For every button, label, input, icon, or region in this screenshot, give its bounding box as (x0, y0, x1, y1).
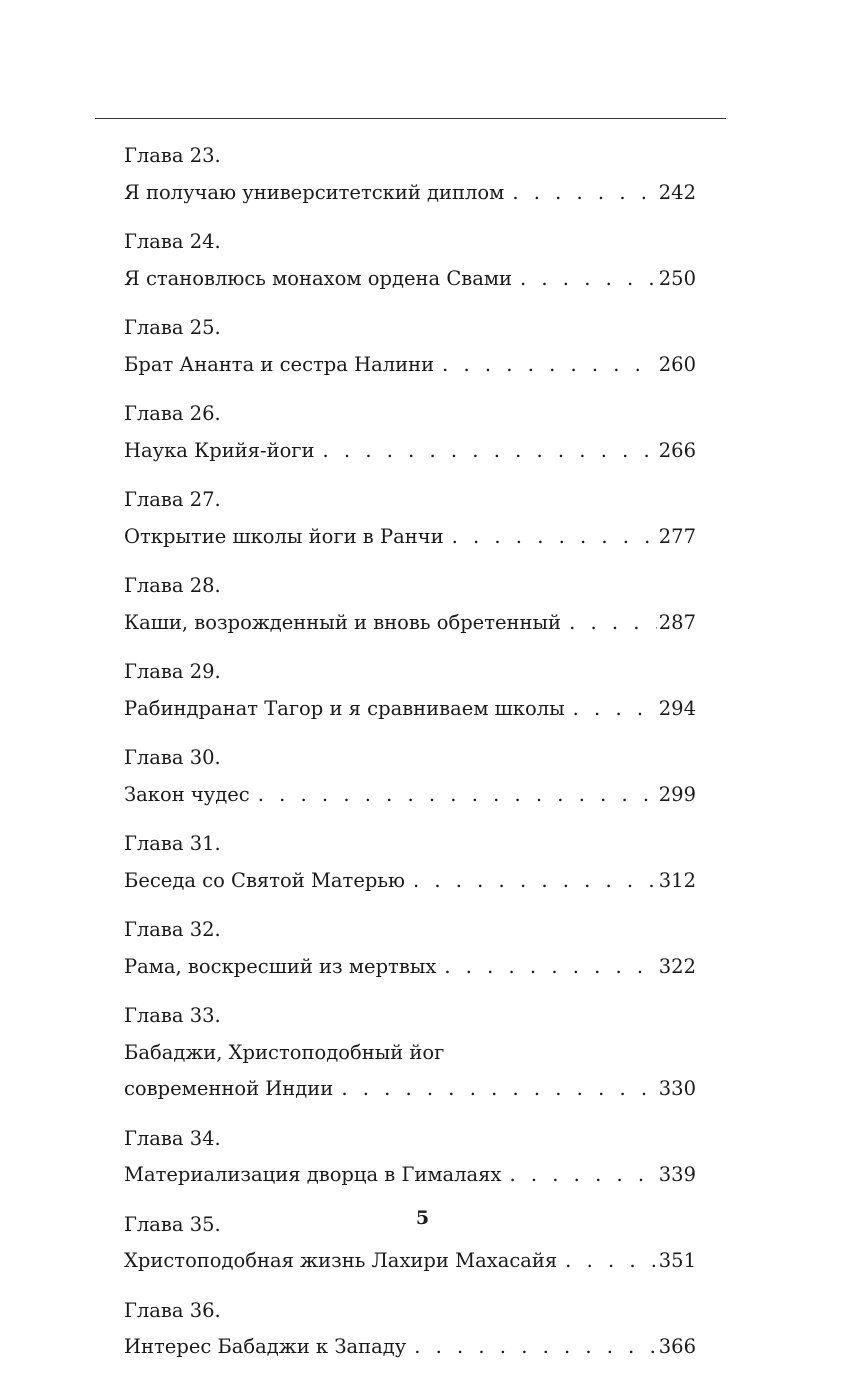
toc-title-row (124, 1243, 696, 1280)
dot-leader (512, 175, 656, 212)
table-of-contents (124, 138, 696, 1379)
toc-title-row (124, 175, 696, 212)
chapter-label: Глава 31. (124, 832, 221, 855)
page-number: 287 (658, 610, 696, 634)
toc-entry (124, 912, 696, 985)
chapter-title: Я становлюсь монахом ордена Свами (124, 266, 513, 290)
chapter-label: Глава 26. (124, 402, 221, 425)
chapter-title: Христоподобная жизнь Лахири Махасайя (124, 1249, 558, 1272)
dot-leader (413, 863, 657, 900)
chapter-label: Глава 29. (124, 660, 221, 683)
chapter-title: Рабиндранат Тагор и я сравниваем школы (124, 696, 565, 720)
toc-title-row (124, 1157, 696, 1194)
dot-leader (520, 261, 657, 298)
page-number: 277 (658, 524, 696, 548)
dot-leader (341, 1071, 656, 1108)
chapter-label: Глава 24. (124, 230, 221, 253)
dot-leader (323, 433, 657, 470)
chapter-label: Глава 25. (124, 316, 221, 339)
toc-entry (124, 1293, 696, 1366)
dot-leader (442, 347, 657, 384)
dot-leader (565, 1243, 657, 1280)
dot-leader (569, 605, 657, 642)
page-number: 299 (658, 782, 696, 806)
chapter-title: Материализация дворца в Гималаях (124, 1163, 502, 1186)
dot-leader (258, 777, 657, 814)
chapter-title: Наука Крийя-йоги (124, 438, 315, 462)
chapter-label: Глава 32. (124, 918, 221, 941)
chapter-label: Глава 30. (124, 746, 221, 769)
toc-entry (124, 396, 696, 469)
page-number: 339 (658, 1163, 696, 1186)
toc-entry (124, 998, 696, 1108)
toc-entry (124, 224, 696, 297)
dot-leader (509, 1157, 656, 1194)
top-rule (95, 118, 726, 119)
chapter-title: современной Индии (124, 1077, 334, 1100)
toc-entry (124, 482, 696, 555)
chapter-title: Открытие школы йоги в Ранчи (124, 524, 444, 548)
toc-title-row (124, 347, 696, 384)
chapter-label: Глава 23. (124, 144, 221, 167)
page-number: 351 (658, 1249, 696, 1272)
toc-title-row (124, 519, 696, 556)
page-folio: 5 (415, 1207, 430, 1229)
toc-title-row (124, 1329, 696, 1366)
chapter-title: Рама, воскресший из мертвых (124, 954, 437, 978)
page-number: 260 (658, 352, 696, 376)
dot-leader (414, 1329, 657, 1366)
page-number: 330 (658, 1077, 696, 1100)
page-number: 322 (658, 954, 696, 978)
chapter-title: Я получаю университетский диплом (124, 180, 505, 204)
page-number: 250 (658, 266, 696, 290)
page-number: 294 (658, 696, 696, 720)
toc-title-row (124, 691, 696, 728)
toc-entry (124, 826, 696, 899)
chapter-title: Брат Ананта и сестра Налини (124, 352, 435, 376)
toc-title-row (124, 1071, 696, 1108)
toc-entry (124, 138, 696, 211)
chapter-label: Глава 27. (124, 488, 221, 511)
toc-title-row (124, 433, 696, 470)
dot-leader (573, 691, 657, 728)
page-number: 242 (658, 180, 696, 204)
dot-leader (452, 519, 657, 556)
chapter-title: Каши, возрожденный и вновь обретенный (124, 610, 562, 634)
chapter-label: Глава 34. (124, 1126, 221, 1150)
chapter-title: Закон чудес (124, 782, 250, 806)
toc-title-row (124, 863, 696, 900)
chapter-title: Интерес Бабаджи к Западу (124, 1335, 407, 1358)
chapter-label: Глава 35. (124, 1212, 221, 1236)
toc-title-row (124, 949, 696, 986)
toc-entry (124, 310, 696, 383)
chapter-title-line: Бабаджи, Христоподобный йог (124, 1040, 445, 1064)
toc-entry (124, 568, 696, 641)
chapter-label: Глава 28. (124, 574, 221, 597)
page-number: 366 (658, 1335, 696, 1358)
page-number: 266 (658, 438, 696, 462)
page-number: 312 (658, 868, 696, 892)
dot-leader (444, 949, 656, 986)
toc-entry (124, 1121, 696, 1194)
chapter-label: Глава 36. (124, 1298, 221, 1322)
toc-title-row (124, 605, 696, 642)
chapter-label: Глава 33. (124, 1004, 221, 1027)
toc-entry (124, 740, 696, 813)
toc-entry (124, 654, 696, 727)
toc-title-row (124, 261, 696, 298)
toc-title-row (124, 777, 696, 814)
chapter-title: Беседа со Святой Матерью (124, 868, 405, 892)
